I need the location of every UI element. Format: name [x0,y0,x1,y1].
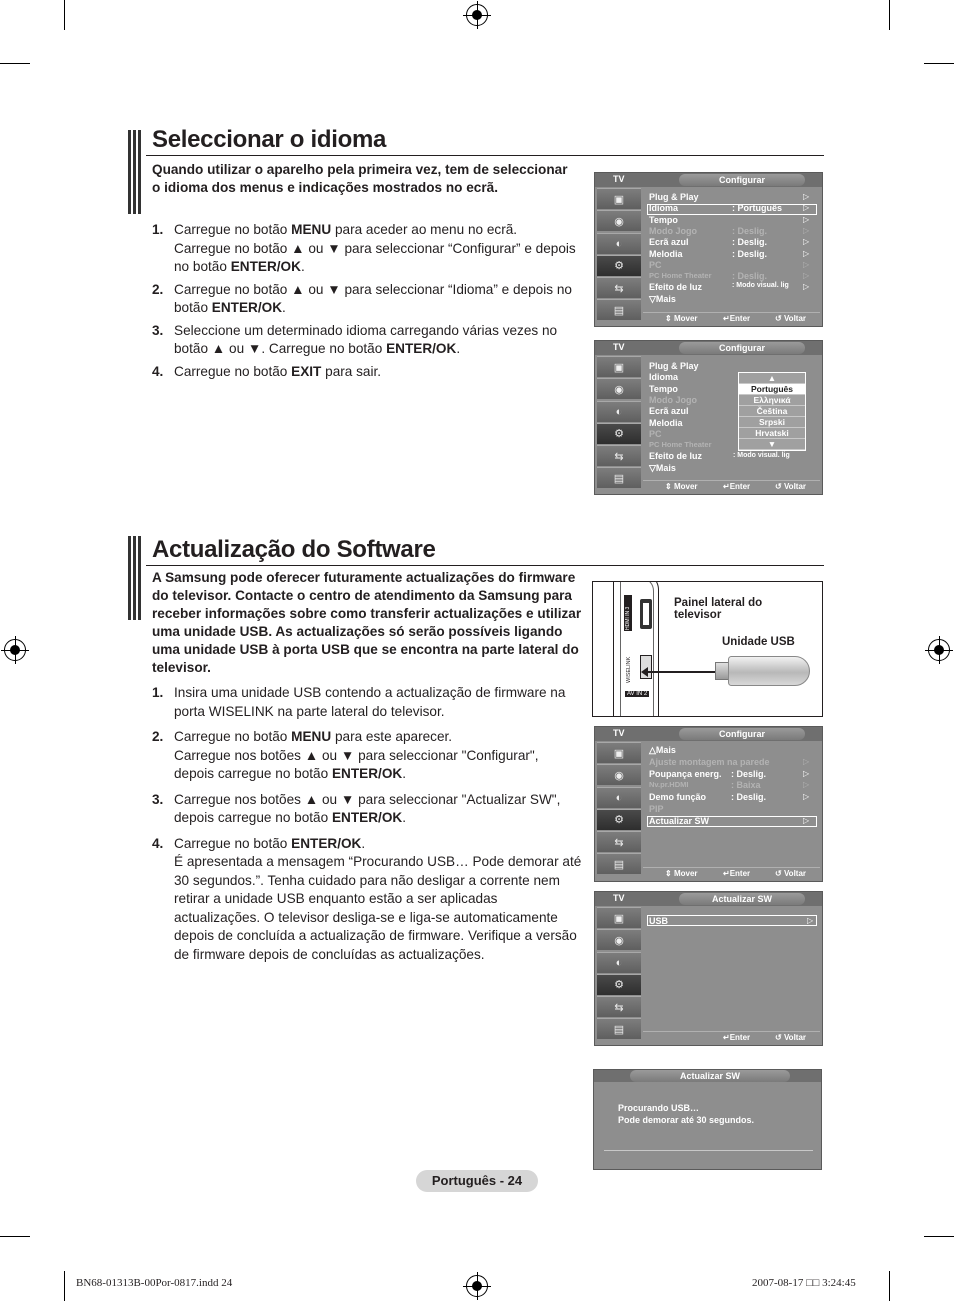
menu-item[interactable]: Melodia [649,417,683,428]
usb-connection-diagram [592,581,823,717]
button-name: MENU [291,222,332,237]
menu-item[interactable]: ▽Mais [649,293,676,304]
menu-item[interactable]: Idioma [649,203,679,214]
step-text: Carregue no botão ▲ ou ▼ para seleccionar “Configurar” e depois no botão [174,240,576,274]
language-option[interactable]: Srpski [739,417,805,428]
menu-item-value: : Português [732,203,783,214]
side-panel-label: Painel lateral do televisor [674,597,763,621]
submenu-arrow-icon: ▷ [803,780,810,790]
step-text: Seleccione um determinado idioma carregando várias vezes no botão ▲ ou ▼. Carregue no botão [174,322,558,356]
step-text: Carregue no botão ▲ ou ▼ para seleccionar “Idioma” e depois no botão [174,281,572,315]
menu-footer [643,1031,820,1043]
menu-item-value: : Deslig. [732,237,768,248]
message-divider [604,1150,813,1151]
picture-icon[interactable]: ▣ [597,356,641,377]
channel-icon[interactable]: ◐ [597,787,641,808]
step-item [152,221,582,277]
enter-hint: ↵Enter [723,482,751,491]
section-intro: A Samsung pode oferecer futuramente actualizações do firmware do televisor. Contacte o centro de atendimento da Samsung para receber informações sobre como transferir actualizações e utilizar uma unidade USB. As actualizações só serão possíveis ligando uma unidade USB à porta USB que se encontra na parte lateral do televisor. [152,570,582,675]
language-option[interactable]: Português [739,384,805,395]
menu-title: Configurar [679,728,805,740]
language-option[interactable]: Čeština [739,406,805,417]
submenu-arrow-icon: ▷ [803,768,810,778]
step-number: 4. [152,363,164,379]
move-hint: ⇕ Mover [665,482,698,491]
hdmi-port-label: HDMI IN 3 [624,595,632,631]
menu-sidebar [597,356,641,490]
menu-item-value: : Deslig. [732,225,768,236]
step-number: 3. [152,322,164,338]
picture-icon[interactable]: ▣ [597,742,641,763]
move-hint: ⇕ Mover [665,869,698,878]
button-name: ENTER/OK [211,300,283,315]
button-name: ENTER/OK [230,259,301,274]
step-item [152,684,582,721]
submenu-arrow-icon: ▷ [807,916,814,925]
button-name: EXIT [291,363,322,379]
menu-sidebar [597,742,641,876]
step-number: 4. [152,835,164,851]
menu-item-value: : Modo visual. lig [732,282,789,290]
menu-footer [643,480,820,492]
hdmi-port-icon [640,599,652,629]
channel-icon[interactable]: ◐ [597,401,641,422]
menu-item-value: : Deslig. [732,248,768,259]
setup-icon[interactable]: ⚙ [597,423,641,444]
menu-footer [643,312,820,324]
menu-item[interactable]: PC Home Theater [649,440,712,450]
scroll-up-icon[interactable]: ▲ [739,373,805,384]
step-item [152,728,582,784]
menu-item-value: : Deslig. [732,271,768,282]
language-dropdown [738,372,806,451]
step-text: . [402,810,406,825]
menu-item[interactable]: Demo função [649,792,707,803]
menu-item[interactable]: PC [649,259,662,270]
submenu-arrow-icon: ▷ [803,237,810,247]
menu-item-value: : Modo visual. lig [733,452,790,459]
button-name: ENTER/OK [291,835,362,851]
tv-menu-setup-more [594,726,823,882]
button-name: ENTER/OK [331,810,403,825]
button-name: ENTER/OK [386,341,457,356]
step-text: Carregue no botão [174,222,292,237]
section-rule [146,565,824,566]
submenu-arrow-icon: ▷ [803,248,810,258]
menu-item[interactable]: PC Home Theater [649,271,712,281]
step-item [152,363,582,382]
step-text: . [456,341,461,356]
step-text: Carregue no botão [174,363,292,379]
menu-item[interactable]: Tempo [649,214,678,225]
menu-title: Configurar [679,174,805,186]
menu-item[interactable]: PIP [649,804,664,814]
menu-footer [643,867,820,879]
registration-mark-icon [466,4,488,26]
menu-item[interactable]: Plug & Play [649,361,699,371]
app-icon[interactable]: ▤ [597,853,641,874]
step-number: 1. [152,685,164,700]
submenu-arrow-icon: ▷ [803,815,810,825]
setup-icon[interactable]: ⚙ [597,255,641,276]
submenu-arrow-icon: ▷ [803,756,810,766]
section-title: Actualização do Software [152,536,436,563]
enter-hint: ↵Enter [723,1033,751,1042]
sound-icon[interactable]: ◉ [597,764,641,785]
submenu-arrow-icon: ▷ [803,225,810,235]
section-rule [146,155,824,156]
app-icon[interactable]: ▤ [597,299,641,320]
step-list [152,684,582,971]
submenu-arrow-icon: ▷ [803,259,810,269]
step-number: 2. [152,729,164,744]
input-icon[interactable]: ⇆ [597,831,641,852]
menu-item-value: : Baixa [731,780,761,791]
menu-item[interactable]: Melodia [649,248,683,259]
step-number: 3. [152,791,164,807]
menu-item[interactable]: Actualizar SW [649,815,710,826]
back-hint: ↺ Voltar [775,869,807,878]
menu-item[interactable]: ▽Mais [649,462,676,473]
input-icon[interactable]: ⇆ [597,277,641,298]
registration-mark-icon [4,639,26,661]
back-hint: ↺ Voltar [775,482,807,491]
sound-icon[interactable]: ◉ [597,210,641,231]
wiselink-port-label: WISELINK [626,656,632,683]
section-bar [128,130,142,214]
menu-item[interactable]: Ecrã azul [649,237,689,248]
back-hint: ↺ Voltar [775,1033,807,1042]
submenu-arrow-icon: ▷ [803,214,810,224]
submenu-arrow-icon: ▷ [803,203,810,213]
submenu-arrow-icon: ▷ [803,282,810,292]
footer-file: BN68-01313B-00Por-0817.indd 24 [76,1277,233,1289]
footer-date: 2007-08-17 □□ 3:24:45 [752,1277,856,1289]
page-number: Português - 24 [416,1170,538,1192]
scroll-down-icon[interactable]: ▼ [739,439,805,450]
step-text: para aceder ao menu no ecrã. [331,222,518,237]
step-list [152,221,582,385]
menu-item[interactable]: Poupança energ. [649,768,722,779]
tv-side-panel [613,581,659,717]
menu-item-usb[interactable]: USB [649,916,669,926]
step-text: . [402,766,406,781]
enter-hint: ↵Enter [723,314,751,323]
step-text: para sair. [321,363,382,379]
av-port-label: AV IN 2 [627,691,648,697]
menu-sidebar [597,907,641,1041]
step-text: para este aparecer. [331,729,453,744]
channel-icon[interactable]: ◐ [597,233,641,254]
menu-item[interactable]: Modo Jogo [649,225,697,236]
section-title: Seleccionar o idioma [152,126,387,153]
step-text: É apresentada a mensagem “Procurando USB… Pode demorar até 30 segundos.”. Tenha cuidado para não desligar a corrente nem retirar a unidade USB enquanto estão a ser aplicadas actualizações. O televisor desliga-se e liga-se automaticamente depois de concluída a actualização de firmware. Verifique a versão de firmware depois de concluídas as actualizações. [174,854,582,962]
step-number: 2. [152,281,164,297]
crop-mark [0,1236,30,1237]
menu-item[interactable]: Ecrã azul [649,406,689,417]
submenu-arrow-icon: ▷ [803,192,810,201]
input-icon[interactable]: ⇆ [597,445,641,466]
menu-item[interactable]: Ajuste montagem na parede [649,756,770,767]
language-option[interactable]: Ελληνικά [739,395,805,406]
menu-item[interactable]: Nv.pr.HDMI [649,780,689,790]
sound-icon[interactable]: ◉ [597,929,641,950]
crop-mark [889,1271,890,1301]
menu-item[interactable]: Modo Jogo [649,394,697,405]
menu-item[interactable]: Idioma [649,372,679,383]
crop-mark [0,63,30,64]
menu-item[interactable]: Tempo [649,383,678,394]
message-title: Actualizar SW [630,1070,790,1082]
menu-title: Actualizar SW [679,893,805,905]
picture-icon[interactable]: ▣ [597,188,641,209]
step-text: Carregue nos botões ▲ ou ▼ para seleccionar "Actualizar SW", depois carregue no botão [174,791,561,825]
setup-icon[interactable]: ⚙ [597,809,641,830]
tv-label: TV [613,174,625,184]
step-text: Carregue nos botões ▲ ou ▼ para seleccionar "Configurar", depois carregue no botão [174,747,539,781]
language-option[interactable]: Hrvatski [739,428,805,439]
menu-sidebar [597,188,641,322]
menu-item[interactable]: Efeito de luz [649,451,703,462]
tv-label: TV [613,342,625,352]
step-item [152,322,582,359]
step-text: . [361,835,366,851]
step-number: 1. [152,222,164,237]
menu-item[interactable]: Plug & Play [649,192,699,202]
usb-stick-icon [728,656,810,686]
tv-menu-setup [594,172,823,327]
menu-item-value: : Deslig. [731,768,767,779]
crop-mark [889,0,890,30]
picture-icon[interactable]: ▣ [597,907,641,928]
step-text: Carregue no botão [174,729,292,744]
selected-row-highlight [647,915,817,926]
step-item [152,791,582,828]
section-intro: Quando utilizar o aparelho pela primeira vez, tem de seleccionar o idioma dos menus e indicações mostrados no ecrã. [152,162,568,195]
menu-item[interactable]: PC [649,428,662,439]
button-name: MENU [291,729,332,744]
input-icon[interactable]: ⇆ [597,996,641,1017]
menu-item[interactable]: Efeito de luz [649,282,703,293]
section-bar [128,536,142,620]
move-hint: ⇕ Mover [665,314,698,323]
setup-icon[interactable]: ⚙ [597,974,641,995]
step-item [152,281,582,318]
app-icon[interactable]: ▤ [597,467,641,488]
usb-drive-label: Unidade USB [722,636,795,648]
update-message-box [593,1069,822,1170]
message-line: Procurando USB… [618,1103,700,1113]
menu-item-value: : Deslig. [731,792,767,803]
tv-menu-language [594,340,823,495]
sound-icon[interactable]: ◉ [597,378,641,399]
step-text: Insira uma unidade USB contendo a actualização de firmware na porta WISELINK na parte lateral do televisor. [174,685,566,719]
app-icon[interactable]: ▤ [597,1018,641,1039]
crop-mark [64,0,65,30]
submenu-arrow-icon: ▷ [803,271,810,281]
step-text: . [282,300,286,315]
menu-title: Configurar [679,342,805,354]
submenu-arrow-icon: ▷ [803,792,810,802]
registration-mark-icon [928,639,950,661]
crop-mark [924,1236,954,1237]
enter-hint: ↵Enter [723,869,751,878]
message-line: Pode demorar até 30 segundos. [618,1115,755,1125]
tv-label: TV [613,893,625,903]
channel-icon[interactable]: ◐ [597,952,641,973]
crop-mark [924,63,954,64]
registration-mark-icon [466,1275,488,1297]
back-hint: ↺ Voltar [775,314,807,323]
crop-mark [64,1271,65,1301]
button-name: ENTER/OK [331,766,403,781]
step-text: Carregue no botão [174,835,292,851]
tv-menu-update-sw [594,891,823,1046]
step-item [152,835,582,965]
menu-item[interactable]: △Mais [649,745,676,755]
step-text: . [300,259,305,274]
tv-label: TV [613,728,625,738]
